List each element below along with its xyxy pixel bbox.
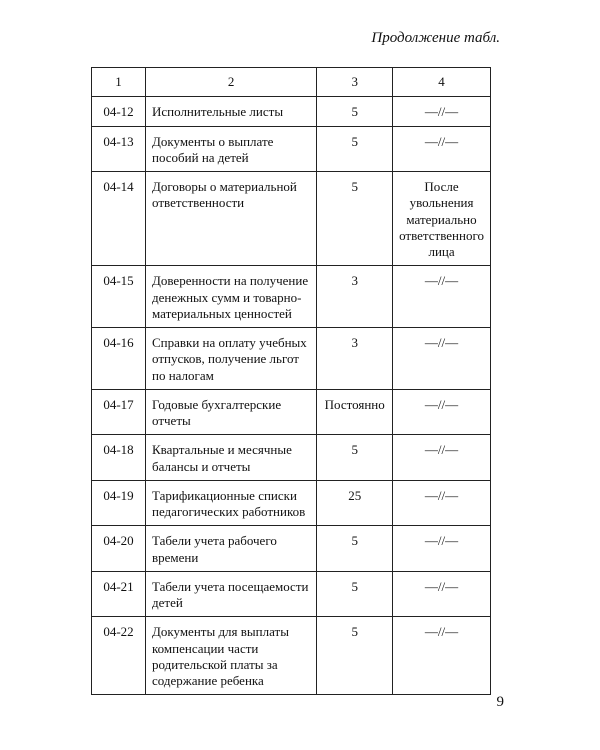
- row-title: Табели учета рабочего времени: [146, 526, 317, 572]
- column-header-2: 2: [146, 68, 317, 97]
- column-header-1: 1: [92, 68, 146, 97]
- table-row: [92, 526, 491, 572]
- row-note: —//—: [393, 97, 491, 126]
- row-title: Документы для выплаты компенсации части родительской платы за содержание ребенка: [146, 617, 317, 695]
- row-title: Доверенности на получение денежных сумм и товарно-материальных ценностей: [146, 266, 317, 328]
- column-header-3: 3: [317, 68, 393, 97]
- row-term: 5: [317, 526, 393, 572]
- row-term: 5: [317, 571, 393, 617]
- row-note: —//—: [393, 435, 491, 481]
- row-code: 04-22: [92, 617, 146, 695]
- row-code: 04-19: [92, 480, 146, 526]
- row-title: Исполнительные листы: [146, 97, 317, 126]
- row-note: —//—: [393, 266, 491, 328]
- row-note: —//—: [393, 526, 491, 572]
- row-term: 5: [317, 172, 393, 266]
- row-note: —//—: [393, 480, 491, 526]
- table-row: [92, 389, 491, 435]
- row-code: 04-21: [92, 571, 146, 617]
- row-code: 04-18: [92, 435, 146, 481]
- table-row: [92, 571, 491, 617]
- row-title: Документы о выплате пособий на детей: [146, 126, 317, 172]
- row-note: —//—: [393, 571, 491, 617]
- table-row: [92, 617, 491, 695]
- row-title: Квартальные и месячные балансы и отчеты: [146, 435, 317, 481]
- row-title: Годовые бухгалтерские отчеты: [146, 389, 317, 435]
- table-continuation-label: Продолжение табл.: [371, 30, 500, 46]
- row-code: 04-15: [92, 266, 146, 328]
- row-term: 5: [317, 126, 393, 172]
- row-note: —//—: [393, 617, 491, 695]
- column-header-4: 4: [393, 68, 491, 97]
- row-title: Тарификационные списки педагогических работников: [146, 480, 317, 526]
- table-row: [92, 328, 491, 390]
- row-code: 04-12: [92, 97, 146, 126]
- table-header-row: [92, 68, 491, 97]
- table-row: [92, 97, 491, 126]
- row-term: Постоянно: [317, 389, 393, 435]
- table-row: [92, 172, 491, 266]
- row-code: 04-16: [92, 328, 146, 390]
- row-term: 3: [317, 266, 393, 328]
- row-note: —//—: [393, 389, 491, 435]
- row-note: После увольнения материально ответственного лица: [393, 172, 491, 266]
- row-note: —//—: [393, 126, 491, 172]
- row-term: 5: [317, 97, 393, 126]
- table-row: [92, 480, 491, 526]
- row-term: 25: [317, 480, 393, 526]
- row-note: —//—: [393, 328, 491, 390]
- table-row: [92, 266, 491, 328]
- table-row: [92, 126, 491, 172]
- row-title: Договоры о материальной ответственности: [146, 172, 317, 266]
- document-registry-table: [91, 67, 491, 695]
- row-code: 04-13: [92, 126, 146, 172]
- row-term: 5: [317, 435, 393, 481]
- page-number: 9: [496, 694, 504, 710]
- row-term: 5: [317, 617, 393, 695]
- row-title: Табели учета посещаемости детей: [146, 571, 317, 617]
- row-code: 04-14: [92, 172, 146, 266]
- table-row: [92, 435, 491, 481]
- row-title: Справки на оплату учебных отпусков, получение льгот по налогам: [146, 328, 317, 390]
- row-term: 3: [317, 328, 393, 390]
- row-code: 04-17: [92, 389, 146, 435]
- row-code: 04-20: [92, 526, 146, 572]
